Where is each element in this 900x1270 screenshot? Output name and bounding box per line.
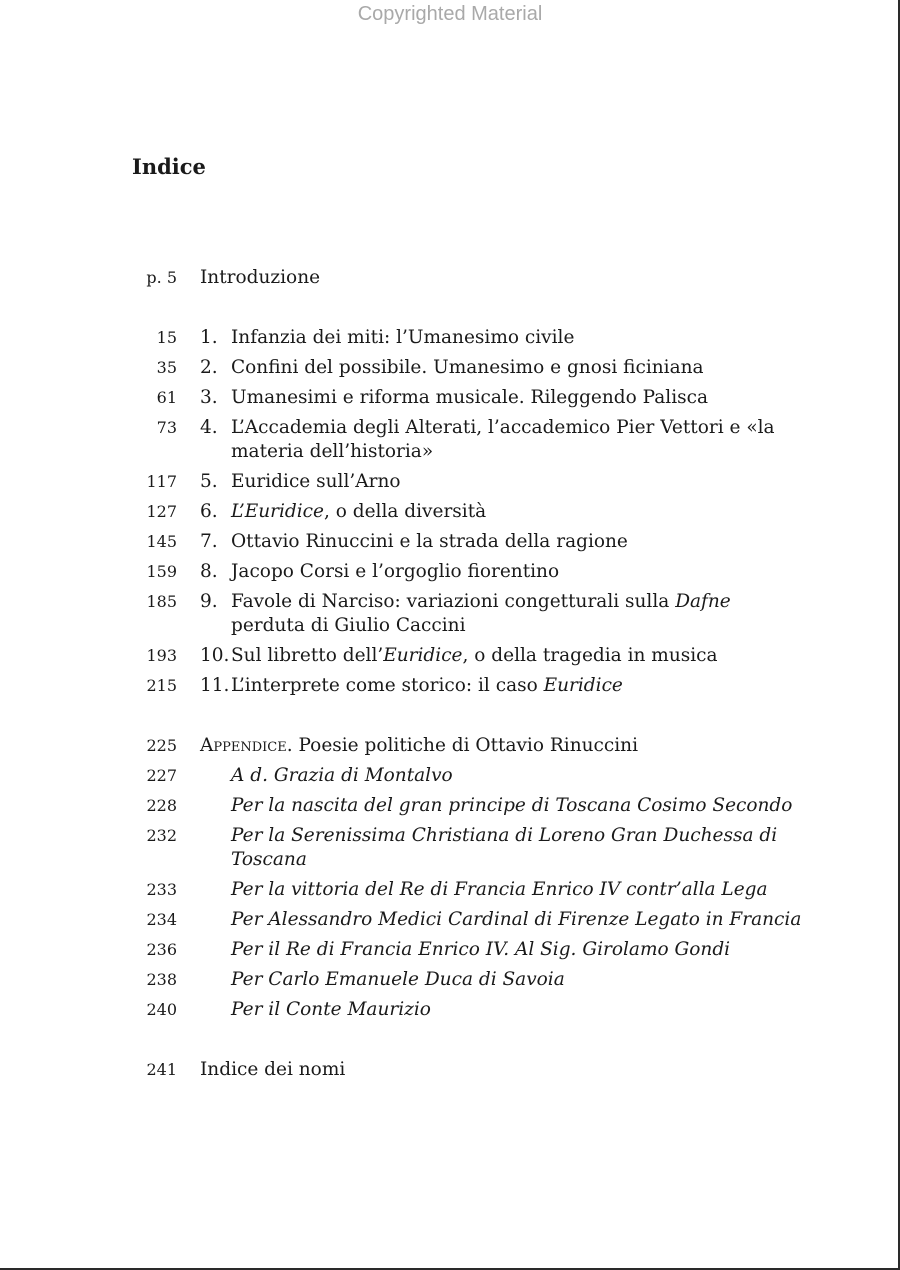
entry-title: [231, 590, 731, 614]
entry-title: [231, 674, 623, 698]
copyright-watermark: Copyrighted Material: [357, 3, 543, 25]
entry-title: Infanzia dei miti: l’Umanesimo civile: [231, 327, 575, 348]
entry-title: Jacopo Corsi e l’orgoglio fiorentino: [231, 561, 560, 582]
toc-entry-poem[interactable]: [0, 908, 900, 936]
entry-title: Umanesimi e riforma musicale. Rileggendo Palisca: [231, 387, 709, 408]
chapter-number: 7.: [200, 531, 218, 552]
toc-entry-poem[interactable]: [0, 938, 900, 966]
italic-work-title: Euridice: [543, 675, 623, 696]
toc-entry-chapter[interactable]: [0, 644, 900, 672]
page-number: 15: [156, 328, 177, 347]
toc-entry-poem[interactable]: [0, 998, 900, 1026]
entry-title: A d. Grazia di Montalvo: [231, 765, 453, 786]
chapter-number: 3.: [200, 387, 218, 408]
chapter-number: 6.: [200, 501, 218, 522]
page-number: 127: [146, 502, 177, 521]
chapter-number: 8.: [200, 561, 218, 582]
title-rest: . Poesie politiche di Ottavio Rinuccini: [286, 735, 639, 756]
italic-work-title: Euridice: [383, 645, 463, 666]
italic-work-title: Dafne: [675, 591, 731, 612]
chapter-number: 4.: [200, 417, 218, 438]
page-number: 228: [146, 796, 177, 815]
toc-entry-poem[interactable]: [0, 764, 900, 792]
entry-title: Per il Re di Francia Enrico IV. Al Sig. Girolamo Gondi: [231, 939, 731, 960]
entry-title: Per il Conte Maurizio: [231, 999, 431, 1020]
page-number: 232: [146, 826, 177, 845]
page-title: Indice: [132, 154, 206, 179]
entry-title: Per Alessandro Medici Cardinal di Firenze Legato in Francia: [231, 909, 802, 930]
toc-entry-chapter[interactable]: [0, 356, 900, 384]
toc-entry-chapter[interactable]: [0, 530, 900, 558]
toc-entry-appendix[interactable]: [0, 734, 900, 762]
title-rest: , o della diversità: [323, 501, 487, 522]
page-number: 233: [146, 880, 177, 899]
toc-entry-intro[interactable]: [0, 266, 900, 294]
toc-entry-poem[interactable]: [0, 824, 900, 874]
page-number: 61: [156, 388, 177, 407]
page-number: 185: [146, 592, 177, 611]
toc-entry-chapter[interactable]: [0, 470, 900, 498]
entry-title: Indice dei nomi: [200, 1059, 346, 1080]
entry-title-continuation: perduta di Giulio Caccini: [231, 615, 466, 636]
toc-entry-index[interactable]: [0, 1058, 900, 1086]
title-rest: , o della tragedia in musica: [462, 645, 718, 666]
toc-entry-chapter[interactable]: [0, 674, 900, 702]
entry-title-continuation: Toscana: [231, 849, 307, 870]
chapter-number: 10.: [200, 645, 230, 666]
entry-title: L’Accademia degli Alterati, l’accademico Pier Vettori e «la: [231, 417, 775, 438]
page-number: 238: [146, 970, 177, 989]
italic-work-title: L’Euridice: [231, 501, 324, 522]
toc-entry-poem[interactable]: [0, 794, 900, 822]
page-number: 35: [156, 358, 177, 377]
entry-title: Confini del possibile. Umanesimo e gnosi ficiniana: [231, 357, 704, 378]
entry-title-continuation: materia dell’historia»: [231, 441, 434, 462]
appendix-label: Appendice: [200, 735, 287, 756]
title-text: L’interprete come storico: il caso: [231, 675, 544, 696]
toc-entry-chapter[interactable]: [0, 386, 900, 414]
page-number: 73: [156, 418, 177, 437]
page-number: 227: [146, 766, 177, 785]
chapter-number: 5.: [200, 471, 218, 492]
entry-title: Per Carlo Emanuele Duca di Savoia: [231, 969, 565, 990]
chapter-number: 2.: [200, 357, 218, 378]
toc-entry-chapter[interactable]: [0, 560, 900, 588]
toc-entry-poem[interactable]: [0, 968, 900, 996]
entry-title: [231, 644, 718, 668]
title-text: Sul libretto dell’: [231, 645, 384, 666]
page-number: 240: [146, 1000, 177, 1019]
page-number: 241: [146, 1060, 177, 1079]
entry-title: Introduzione: [200, 267, 321, 288]
page-number: 193: [146, 646, 177, 665]
toc-entry-poem[interactable]: [0, 878, 900, 906]
toc-entry-chapter[interactable]: [0, 416, 900, 466]
chapter-number: 11.: [200, 675, 230, 696]
chapter-number: 9.: [200, 591, 218, 612]
entry-title: Euridice sull’Arno: [231, 471, 401, 492]
page-number: p. 5: [146, 268, 177, 287]
entry-title: Per la vittoria del Re di Francia Enrico IV contr’alla Lega: [231, 879, 768, 900]
page-number: 159: [146, 562, 177, 581]
chapter-number: 1.: [200, 327, 218, 348]
toc-entry-chapter[interactable]: [0, 500, 900, 528]
entry-title: Per la nascita del gran principe di Toscana Cosimo Secondo: [231, 795, 793, 816]
title-text: Favole di Narciso: variazioni congetturali sulla: [231, 591, 676, 612]
page-number: 236: [146, 940, 177, 959]
entry-title: Per la Serenissima Christiana di Loreno Gran Duchessa di: [231, 825, 778, 846]
entry-title: Ottavio Rinuccini e la strada della ragione: [231, 531, 628, 552]
toc-entry-chapter[interactable]: [0, 590, 900, 640]
toc-entry-chapter[interactable]: [0, 326, 900, 354]
page-number: 145: [146, 532, 177, 551]
page-number: 215: [146, 676, 177, 695]
entry-title: [200, 734, 638, 758]
page-number: 234: [146, 910, 177, 929]
page-number: 117: [146, 472, 177, 491]
page-number: 225: [146, 736, 177, 755]
entry-title: [231, 500, 486, 524]
